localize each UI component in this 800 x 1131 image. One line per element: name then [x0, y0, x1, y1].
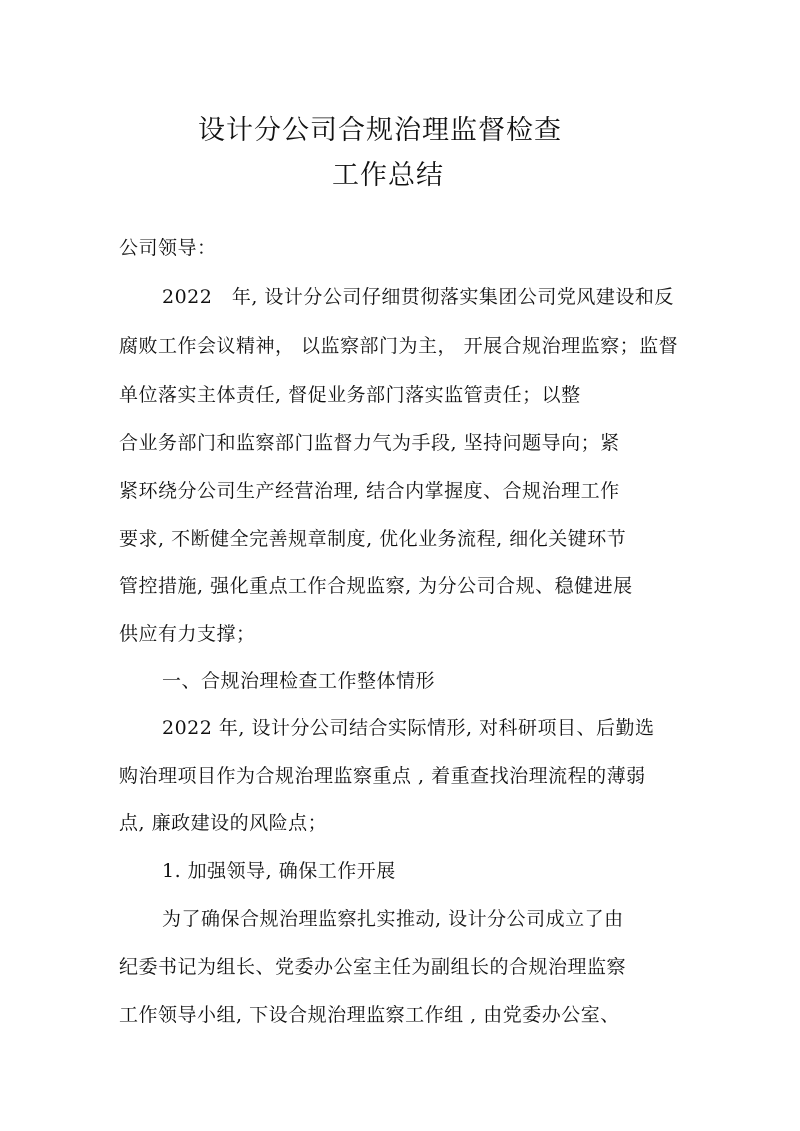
paragraph1-line: 要求, 不断健全完善规章制度, 优化业务流程, 细化关键环节 [119, 528, 627, 550]
subsection1-heading: 1. 加强领导, 确保工作开展 [162, 860, 396, 882]
section1-heading: 一、合规治理检查工作整体情形 [162, 670, 436, 692]
paragraph2-line: 购治理项目作为合规治理监察重点 , 着重查找治理流程的薄弱 [119, 765, 646, 787]
document-title-line2: 工作总结 [332, 160, 444, 191]
paragraph3-line: 工作领导小组, 下设合规治理监察工作组 , 由党委办公室、 [119, 1004, 620, 1026]
paragraph3-line: 纪委书记为组长、党委办公室主任为副组长的合规治理监察 [119, 956, 627, 978]
document-title-line1: 设计分公司合规治理监督检查 [198, 115, 562, 146]
paragraph3-line: 为了确保合规治理监察扎实推动, 设计分公司成立了由 [162, 908, 624, 930]
paragraph1-line: 腐败工作会议精神， 以监察部门为主， 开展合规治理监察；监督 [119, 335, 679, 357]
paragraph1-line: 紧环绕分公司生产经营治理, 结合内掌握度、合规治理工作 [119, 480, 620, 502]
paragraph1-line: 供应有力支撑； [119, 623, 256, 645]
paragraph1-line: 单位落实主体责任, 督促业务部门落实监管责任；以整 [119, 384, 581, 406]
paragraph1-line: 合业务部门和监察部门监督力气为手段, 坚持问题导向；紧 [119, 432, 620, 454]
salutation: 公司领导： [119, 237, 217, 259]
paragraph1-line: 2022 年, 设计分公司仔细贯彻落实集团公司党风建设和反 [162, 286, 674, 308]
paragraph2-line: 2022 年, 设计分公司结合实际情形, 对科研项目、后勤选 [162, 717, 655, 739]
paragraph1-line: 管控措施, 强化重点工作合规监察, 为分公司合规、稳健进展 [119, 575, 633, 597]
paragraph2-line: 点, 廉政建设的风险点； [119, 812, 328, 834]
